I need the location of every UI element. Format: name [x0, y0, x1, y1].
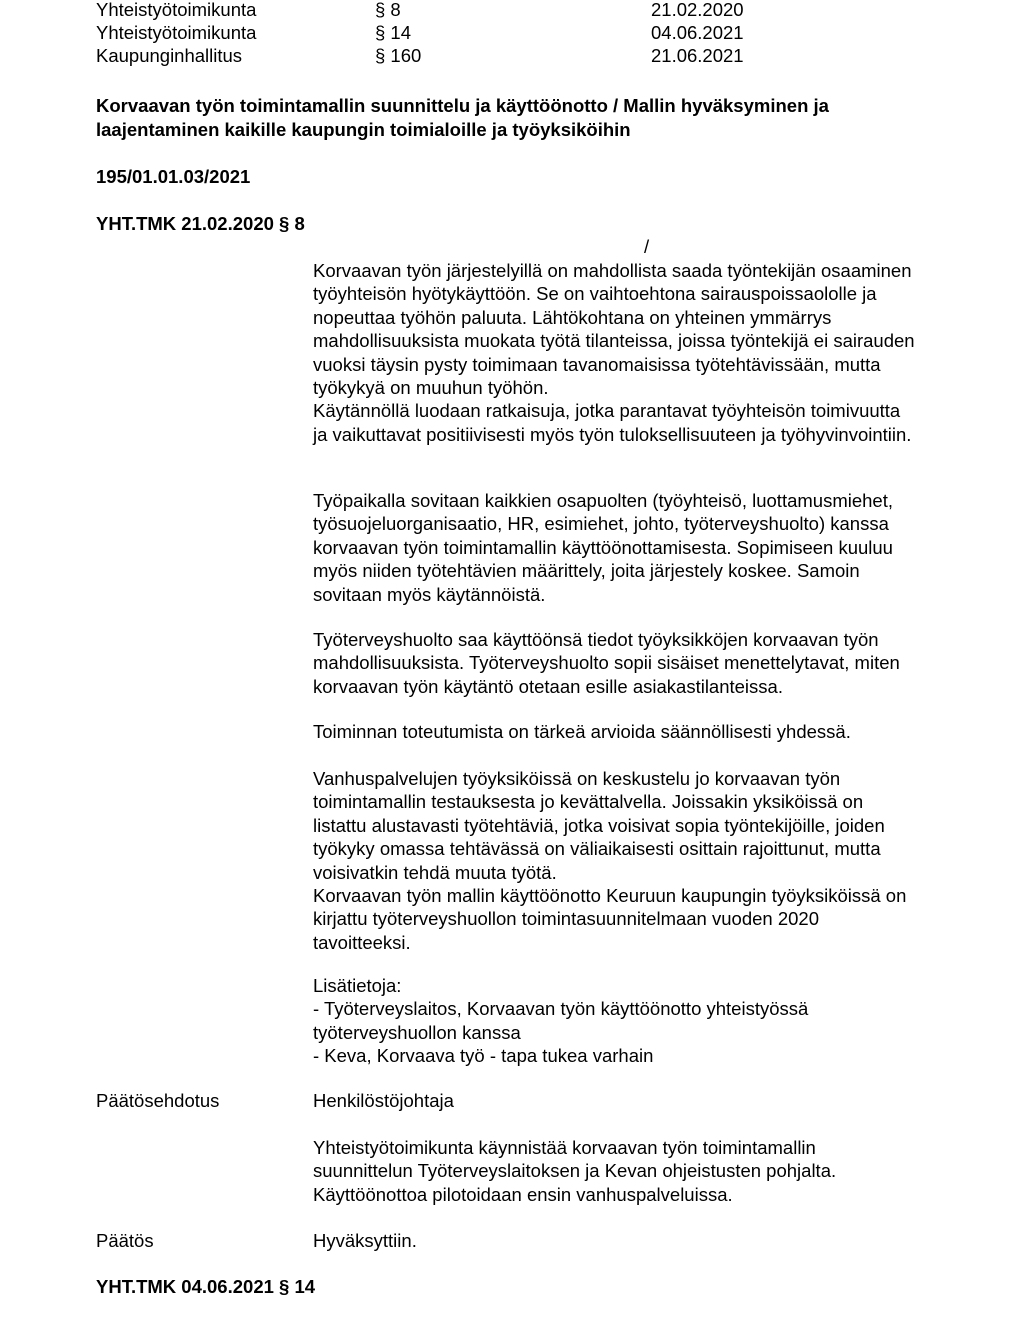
- more-info-item: - Keva, Korvaava työ - tapa tukea varhain: [313, 1045, 654, 1067]
- section-heading: YHT.TMK 21.02.2020 § 8: [96, 213, 305, 234]
- proposal-label: Päätösehdotus: [96, 1090, 220, 1111]
- history-row: [96, 0, 796, 21]
- history-section: § 8: [375, 0, 401, 20]
- history-body: Yhteistyötoimikunta: [96, 0, 257, 20]
- more-info-label: Lisätietoja:: [313, 975, 402, 996]
- proposal-text: [313, 1136, 918, 1206]
- meeting-history: [96, 0, 796, 67]
- history-date: 21.06.2021: [651, 45, 744, 66]
- paragraph-text: Korvaavan työn mallin käyttöönotto Keuruun kaupungin työyksiköissä on kirjattu työterveyshuollon toimintasuunnitelmaan vuoden 2020 tavoitteeksi.: [313, 885, 907, 953]
- history-date: 21.02.2020: [651, 0, 744, 20]
- proposal-author: Henkilöstöjohtaja: [313, 1090, 454, 1111]
- paragraph-elderly-services: [313, 767, 918, 954]
- history-section: § 160: [375, 45, 422, 66]
- history-body: Kaupunginhallitus: [96, 45, 243, 66]
- paragraph-evaluation: [313, 720, 918, 743]
- history-section: § 14: [375, 22, 412, 43]
- paragraph-text: Vanhuspalvelujen työyksiköissä on keskustelu jo korvaavan työn toimintamallin testauksesta jo kevättalvella. Joissakin yksiköissä on listattu alustavasti työtehtäviä, jotka voisivat sopia työntekijöille, joiden työkyky omassa tehtävässä on väliaikaisesti osittain rajoittunut, mutta voisivatkin tehdä muuta työtä.: [313, 768, 885, 883]
- more-info-item: - Työterveyslaitos, Korvaavan työn käyttöönotto yhteistyössä työterveyshuollon kanssa: [313, 998, 809, 1043]
- paragraph-text: Työterveyshuolto saa käyttöönsä tiedot työyksikköjen korvaavan työn mahdollisuuksista. Työterveyshuolto sopii sisäiset menettelytavat, miten korvaavan työn käytäntö otetaan esille asiakastilanteissa.: [313, 629, 900, 697]
- paragraph-text: Toiminnan toteutumista on tärkeä arvioida säännöllisesti yhdessä.: [313, 721, 851, 742]
- paragraph-occupational-health: [313, 628, 918, 698]
- document-title: Korvaavan työn toimintamallin suunnittelu ja käyttöönotto / Mallin hyväksyminen ja laajentaminen kaikille kaupungin toimialoille ja työyksiköihin: [96, 95, 829, 140]
- document-number: 195/01.01.03/2021: [96, 166, 251, 187]
- paragraph-agreement: [313, 489, 918, 606]
- history-row: [96, 21, 796, 44]
- paragraph-text: Käytännöllä luodaan ratkaisuja, jotka parantavat työyhteisön toimivuutta ja vaikuttavat positiivisesti myös työn tuloksellisuuteen ja työhyvinvointiin.: [313, 400, 912, 445]
- decision-text: Hyväksyttiin.: [313, 1230, 417, 1251]
- paragraph-text: Korvaavan työn järjestelyillä on mahdollista saada työntekijän osaaminen työyhteisön hyötykäyttöön. Se on vaihtoehtona sairauspoissaololle ja nopeuttaa työhön paluuta. Lähtökohtana on yhteinen ymmärrys mahdollisuuksista muokata työtä tilanteissa, joissa työntekijä ei sairauden vuoksi täysin pysty toimimaan tavanomaisissa työtehtävissään, mutta työkykyä on muuhun työhön.: [313, 260, 915, 399]
- history-date: 04.06.2021: [651, 22, 744, 43]
- paragraph-text: Työpaikalla sovitaan kaikkien osapuolten (työyhteisö, luottamusmiehet, työsuojeluorganisaatio, HR, esimiehet, johto, työterveyshuolto) kanssa korvaavan työn toimintamallin käyttöönottamisesta. Sopimiseen kuuluu myös niiden työtehtävien määrittely, joita järjestely koskee. Samoin sovitaan myös käytännöistä.: [313, 490, 893, 605]
- history-row: [96, 44, 796, 67]
- more-info: [313, 974, 918, 1068]
- slash-mark: /: [644, 236, 650, 257]
- history-body: Yhteistyötoimikunta: [96, 22, 257, 43]
- paragraph-text: Yhteistyötoimikunta käynnistää korvaavan työn toimintamallin suunnittelun Työterveyslaitoksen ja Kevan ohjeistusten pohjalta. Käyttöönottoa pilotoidaan ensin vanhuspalveluissa.: [313, 1137, 837, 1205]
- paragraph-background: [313, 259, 918, 446]
- decision-label: Päätös: [96, 1230, 154, 1251]
- section-heading: YHT.TMK 04.06.2021 § 14: [96, 1276, 316, 1297]
